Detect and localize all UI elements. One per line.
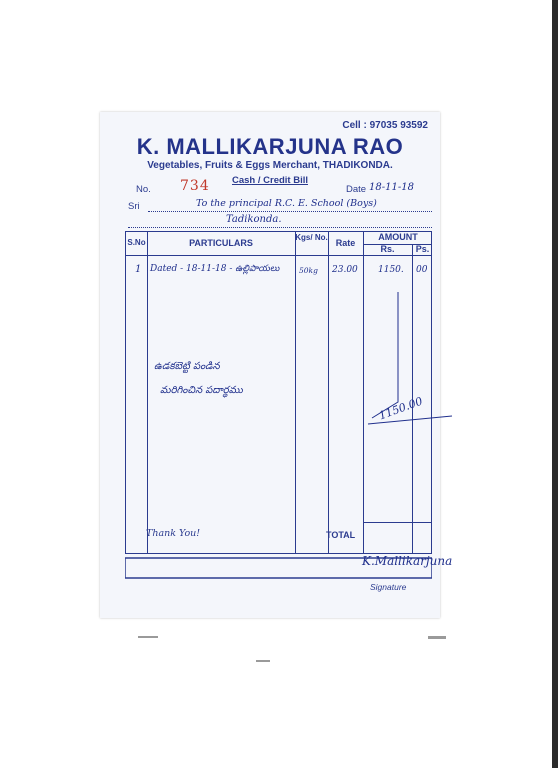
note-line-2: మరిగించిన పదార్థము — [160, 385, 243, 396]
total-label: TOTAL — [326, 530, 356, 540]
bill-date: 18-11-18 — [369, 182, 414, 193]
row-sno: 1 — [135, 264, 142, 275]
col-header-sno: S.No — [127, 238, 146, 247]
row-kgs: 50kg — [299, 266, 318, 275]
total-rule — [363, 522, 431, 523]
row-amount-rs: 1150. — [378, 265, 404, 275]
scan-speck — [428, 636, 446, 639]
scan-speck — [138, 636, 158, 638]
sum-amount: 1150.00 — [377, 394, 425, 423]
scan-edge — [552, 0, 558, 768]
bill-paper — [100, 112, 453, 618]
row-particulars: Dated - 18-11-18 - ఉల్లిపాయలు — [150, 264, 280, 274]
col-header-particulars: PARTICULARS — [189, 238, 253, 248]
merchant-name: K. MALLIKARJUNA RAO — [136, 134, 404, 159]
header-rule — [126, 255, 431, 256]
col-header-amount: AMOUNT — [378, 232, 418, 242]
bill-number: 734 — [180, 178, 210, 194]
col-header-kgs: Kgs/ No. — [295, 233, 328, 242]
bill-number-label: No. — [136, 184, 151, 195]
thank-you: Thank You! — [146, 528, 201, 539]
handwritten-signature: K.Mallikarjuna — [362, 554, 453, 568]
merchant-subtitle: Vegetables, Fruits & Eggs Merchant, THADIKONDA. — [147, 160, 393, 171]
signature-label: Signature — [370, 582, 407, 592]
column-rule — [147, 232, 148, 553]
date-label: Date — [346, 184, 367, 195]
items-table — [125, 231, 432, 554]
recipient-rule — [148, 211, 432, 212]
column-rule — [295, 232, 296, 553]
recipient-rule — [128, 227, 432, 228]
scan-speck — [256, 660, 270, 662]
note-line-1: ఉడకబెట్టి పండిన — [154, 361, 220, 372]
sri-label: Sri — [128, 201, 140, 212]
col-header-ps: Ps. — [415, 244, 430, 254]
col-header-rs: Rs. — [380, 244, 395, 254]
recipient-line-2: Tadikonda. — [226, 214, 282, 225]
col-header-rate: Rate — [335, 238, 356, 248]
recipient-line-1: To the principal R.C. E. School (Boys) — [196, 198, 377, 209]
column-rule — [328, 232, 329, 553]
row-rate: 23.00 — [332, 265, 358, 275]
row-amount-ps: 00 — [416, 265, 428, 275]
cell-number: Cell : 97035 93592 — [342, 120, 428, 131]
bill-type: Cash / Credit Bill — [231, 175, 308, 186]
